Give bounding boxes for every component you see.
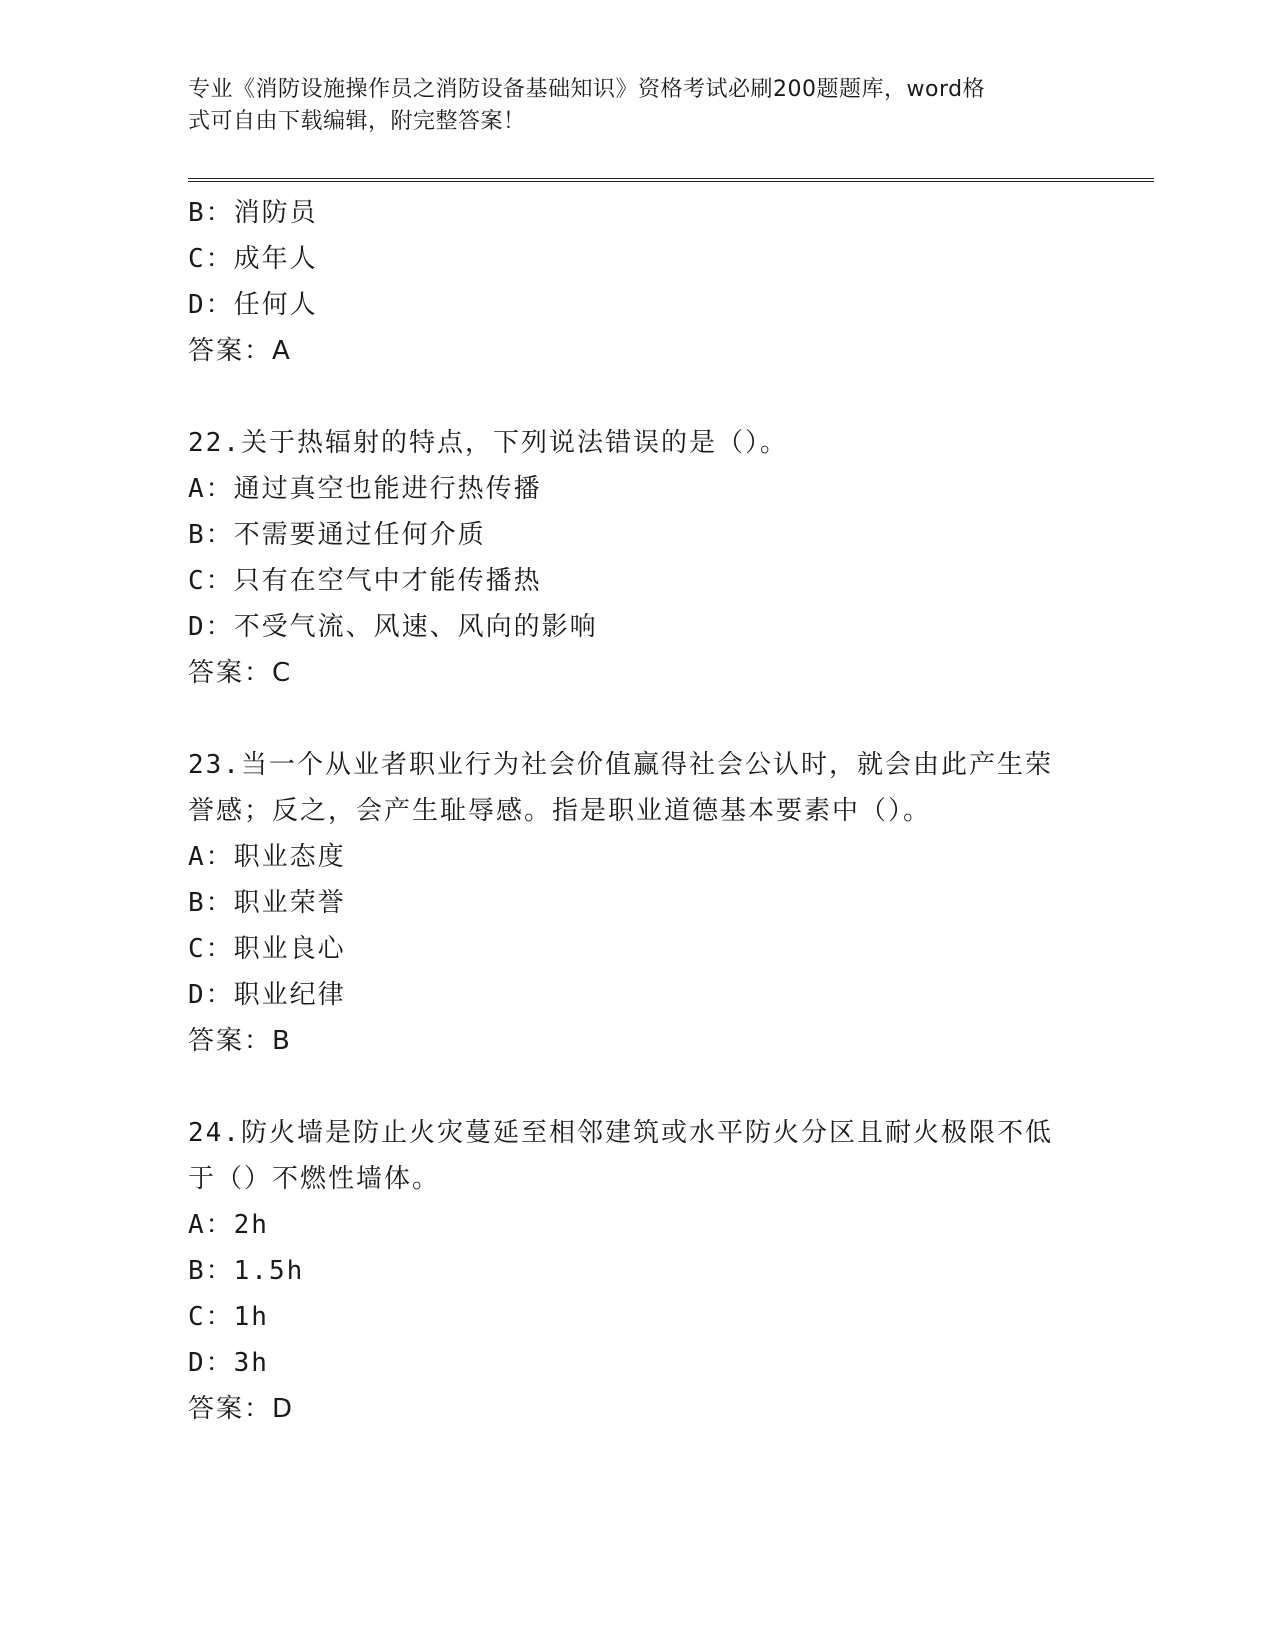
question-24	[188, 1110, 1088, 1432]
option: B：职业荣誉	[188, 888, 346, 918]
answer: 答案：B	[188, 1026, 292, 1056]
question-stem: 誉感；反之，会产生耻辱感。指是职业道德基本要素中（）。	[188, 796, 932, 826]
spacer	[188, 374, 1088, 420]
option: D：职业纪律	[188, 980, 346, 1010]
question-content	[188, 190, 1088, 1432]
question-stem: 24.防火墙是防止火灾蔓延至相邻建筑或水平防火分区且耐火极限不低	[188, 1118, 1053, 1148]
question-stem: 23.当一个从业者职业行为社会价值赢得社会公认时，就会由此产生荣	[188, 750, 1053, 780]
question-22	[188, 420, 1088, 696]
header-line-1: 专业《消防设施操作员之消防设备基础知识》资格考试必刷200题题库，word格	[188, 77, 986, 102]
option: C：成年人	[188, 244, 318, 274]
answer: 答案：C	[188, 658, 293, 688]
question-stem: 于（）不燃性墙体。	[188, 1164, 441, 1194]
option: B：消防员	[188, 198, 318, 228]
spacer	[188, 1064, 1088, 1110]
option: A：2h	[188, 1210, 269, 1240]
option: C：只有在空气中才能传播热	[188, 566, 542, 596]
option: A：通过真空也能进行热传播	[188, 474, 542, 504]
option: D：3h	[188, 1348, 269, 1378]
answer: 答案：D	[188, 1394, 295, 1424]
question-stem: 22.关于热辐射的特点，下列说法错误的是（）。	[188, 428, 788, 458]
document-header	[188, 74, 1068, 138]
option: B：不需要通过任何介质	[188, 520, 486, 550]
spacer	[188, 696, 1088, 742]
answer: 答案：A	[188, 336, 292, 366]
option: A：职业态度	[188, 842, 346, 872]
header-rule	[188, 178, 1154, 182]
option: D：不受气流、风速、风向的影响	[188, 612, 598, 642]
option: D：任何人	[188, 290, 318, 320]
option: C：职业良心	[188, 934, 346, 964]
option: C：1h	[188, 1302, 269, 1332]
option: B：1.5h	[188, 1256, 305, 1286]
question-23	[188, 742, 1088, 1064]
header-line-2: 式可自由下载编辑，附完整答案！	[188, 109, 526, 134]
